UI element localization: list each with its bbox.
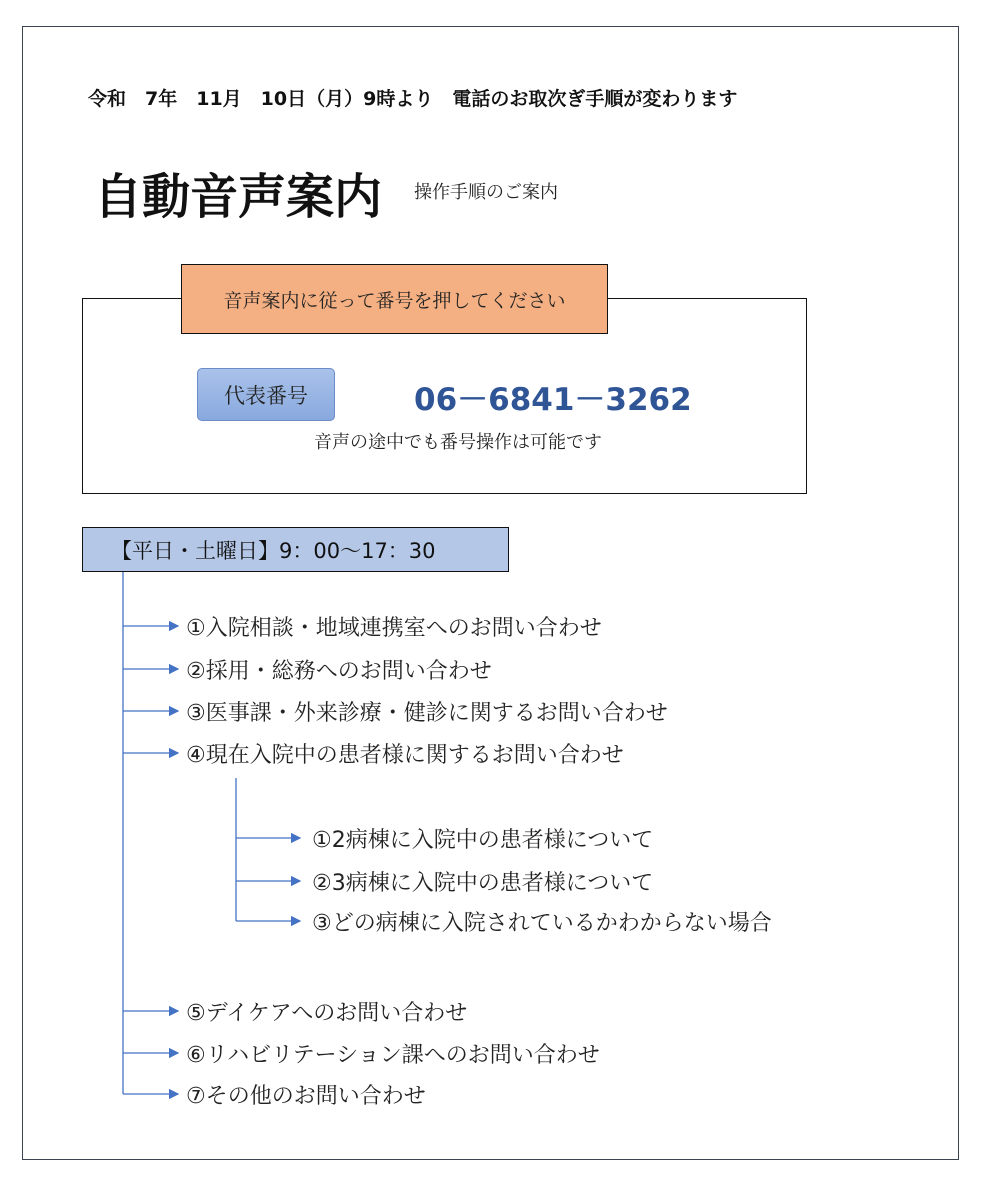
menu-item-1[interactable]: ①入院相談・地域連携室へのお問い合わせ bbox=[186, 616, 602, 641]
menu-item-6[interactable]: ⑥リハビリテーション課へのお問い合わせ bbox=[186, 1043, 600, 1068]
change-notice: 令和 7年 11月 10日（月）9時より 電話のお取次ぎ手順が変わります bbox=[88, 88, 738, 110]
menu-item-7[interactable]: ⑦その他のお問い合わせ bbox=[186, 1084, 426, 1109]
business-hours: 【平日・土曜日】9：00〜17：30 bbox=[82, 527, 509, 572]
submenu-item-1[interactable]: ①2病棟に入院中の患者様について bbox=[312, 828, 654, 853]
representative-number-button[interactable]: 代表番号 bbox=[197, 368, 335, 421]
phone-note: 音声の途中でも番号操作は可能です bbox=[314, 432, 602, 453]
info-header: 音声案内に従って番号を押してください bbox=[181, 264, 608, 334]
menu-item-3[interactable]: ③医事課・外来診療・健診に関するお問い合わせ bbox=[186, 701, 668, 726]
menu-item-4[interactable]: ④現在入院中の患者様に関するお問い合わせ bbox=[186, 743, 624, 768]
page-title: 自動音声案内 bbox=[94, 169, 383, 225]
submenu-item-2[interactable]: ②3病棟に入院中の患者様について bbox=[312, 871, 654, 896]
menu-item-5[interactable]: ⑤デイケアへのお問い合わせ bbox=[186, 1001, 468, 1026]
phone-number[interactable]: 06－6841－3262 bbox=[414, 382, 692, 418]
submenu-item-3[interactable]: ③どの病棟に入院されているかわからない場合 bbox=[312, 911, 772, 936]
menu-item-2[interactable]: ②採用・総務へのお問い合わせ bbox=[186, 659, 492, 684]
page-subtitle: 操作手順のご案内 bbox=[414, 182, 558, 203]
